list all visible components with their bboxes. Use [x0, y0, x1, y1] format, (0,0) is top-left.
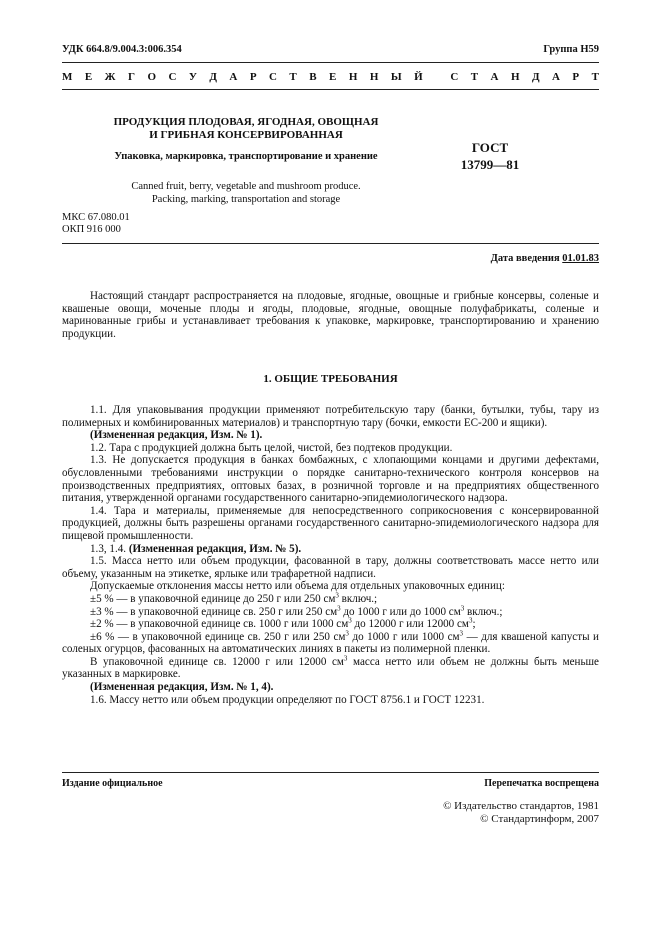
heading-letter: У	[188, 71, 197, 83]
title-line-1: ПРОДУКЦИЯ ПЛОДОВАЯ, ЯГОДНАЯ, ОВОЩНАЯ	[113, 116, 379, 128]
group-code: Группа Н59	[543, 44, 599, 55]
para-1-4: 1.4. Тара и материалы, применяемые для непосредственного соприкосновения с консервированной продукцией, должны быть разрешены органами государственного санитарно-эпидемиологического надзора для пищевой промышленности.	[62, 504, 599, 542]
para-1-5-large-units: В упаковочной единице св. 12000 г или 12000 $см^3$ масса нетто или объем не должны быть меньше указанных в маркировке.	[62, 654, 599, 681]
heading-letter: Т	[591, 71, 599, 83]
heading-letter: А	[229, 71, 238, 83]
heading-letter: М	[62, 71, 73, 83]
para-1-5: 1.5. Масса нетто или объем продукции, фасованной в тару, должны соответствовать массе нетто или объему, указанным на этикетке, ярлыке или трафаретной надписи.	[62, 555, 599, 580]
heading-letter: Г	[127, 71, 135, 83]
copyright-2007: © Стандартинформ, 2007	[480, 813, 599, 825]
section-1-body	[62, 404, 599, 706]
intro-paragraph-block	[62, 290, 599, 340]
heading-letter: А	[490, 71, 499, 83]
deviation-2pct: ±2 % — в упаковочной единице св. 1000 г или 1000 $см^3$ до 12000 г или 12000 $см^3$;	[90, 616, 476, 631]
date-rule	[62, 243, 599, 244]
english-title	[62, 180, 430, 206]
okp-code: ОКП 916 000	[62, 224, 121, 235]
title-line-2: И ГРИБНАЯ КОНСЕРВИРОВАННАЯ	[149, 129, 343, 141]
intro-date-label: Дата введения	[490, 253, 560, 264]
english-title-line-1: Canned fruit, berry, vegetable and mushroom produce.	[131, 181, 361, 192]
para-1-1-edit: (Измененная редакция, Изм. № 1).	[90, 429, 263, 442]
heading-letter: Й	[414, 71, 423, 83]
intro-paragraph: Настоящий стандарт распространяется на плодовые, ягодные, овощные и грибные консервы, соленые и квашеные овощи, моченые плоды и ягоды, плодовые, ягодные, овощные полуфабрикаты, соленые и маринованные грибы и устанавливает требования к упаковке, маркировке, транспортированию и хранению продукции.	[62, 290, 599, 340]
heading-letter: С	[168, 71, 177, 83]
deviation-6pct: ±6 % — в упаковочной единице св. 250 г или 250 $см^3$ до 1000 г или 1000 $см^3$ — для квашеной капусты и соленых огурцов, фасованных на автоматических линиях в пакеты из полимерной пленки.	[62, 629, 599, 656]
heading-letter: Н	[348, 71, 358, 83]
deviation-5pct: ±5 % — в упаковочной единице до 250 г или 250 $см^3$ включ.;	[90, 591, 378, 605]
heading-letter: Р	[249, 71, 257, 83]
para-1-3: 1.3. Не допускается продукция в банках бомбажных, с хлопающими концами и другими дефектами, обусловленными требованиями инструкции о порядке санитарно-технического контроля консервов на производственных предприятиях, оптовых базах, в розничной торговле и на предприятиях общественного питания, утвержденной органами государственного санитарно-эпидемиологического надзора.	[62, 454, 599, 505]
heading-letter: Р	[572, 71, 580, 83]
heading-letter: Е	[84, 71, 93, 83]
para-1-1: 1.1. Для упаковывания продукции применяют потребительскую тару (банки, бутылки, тубы, тару из полимерных и комбинированных материалов) и транспортную тару (бочки, емкости ЕС-200 и ящики).	[62, 404, 599, 429]
intro-date-value: 01.01.83	[562, 253, 599, 264]
introduction-date	[491, 253, 599, 264]
footer-rule	[62, 772, 599, 773]
heading-letter: Д	[209, 71, 217, 83]
heading-letter: Н	[510, 71, 520, 83]
heading-letter: С	[269, 71, 277, 83]
standard-type-heading	[62, 71, 599, 83]
heading-letter: Т	[470, 71, 479, 83]
para-1-6: 1.6. Массу нетто или объем продукции определяют по ГОСТ 8756.1 и ГОСТ 12231.	[90, 693, 485, 706]
mks-code: МКС 67.080.01	[62, 212, 130, 223]
gost-designation	[445, 139, 535, 173]
para-1-3-1-4-edit: 1.3, 1.4. (Измененная редакция, Изм. № 5).	[90, 542, 302, 555]
reprint-prohibited-note: Перепечатка воспрещена	[484, 778, 599, 789]
heading-letter: Е	[329, 71, 337, 83]
english-title-line-2: Packing, marking, transportation and storage	[151, 194, 341, 205]
heading-letter: Н	[369, 71, 379, 83]
para-1-5-deviations: Допускаемые отклонения массы нетто или объема для отдельных упаковочных единиц:	[90, 580, 505, 593]
official-edition-note: Издание официальное	[62, 778, 163, 789]
para-1-2: 1.2. Тара с продукцией должна быть целой, чистой, без подтеков продукции.	[90, 441, 453, 454]
heading-letter: Д	[531, 71, 540, 83]
heading-letter: В	[309, 71, 317, 83]
copyright-block	[443, 800, 599, 826]
document-title	[62, 116, 430, 142]
heading-letter: С	[450, 71, 459, 83]
heading-space	[435, 71, 438, 83]
heading-letter: Ы	[390, 71, 402, 83]
header-top-rule	[62, 62, 599, 63]
heading-letter: А	[551, 71, 560, 83]
heading-letter: Ж	[104, 71, 116, 83]
para-1-5-edit: (Измененная редакция, Изм. № 1, 4).	[90, 681, 274, 694]
copyright-1981: © Издательство стандартов, 1981	[443, 800, 599, 812]
gost-number: 13799—81	[460, 157, 520, 172]
header-bottom-rule	[62, 89, 599, 90]
document-subtitle: Упаковка, маркировка, транспортирование и хранение	[114, 151, 378, 162]
classification-codes	[62, 212, 130, 236]
gost-label: ГОСТ	[471, 140, 509, 155]
section-1-title: 1. ОБЩИЕ ТРЕБОВАНИЯ	[263, 373, 398, 385]
deviation-3pct: ±3 % — в упаковочной единице св. 250 г или 250 $см^3$ до 1000 г или до 1000 $см^3$ включ.;	[90, 603, 503, 618]
heading-letter: О	[147, 71, 156, 83]
udk-code: УДК 664.8/9.004.3:006.354	[62, 44, 182, 55]
heading-letter: Т	[289, 71, 297, 83]
